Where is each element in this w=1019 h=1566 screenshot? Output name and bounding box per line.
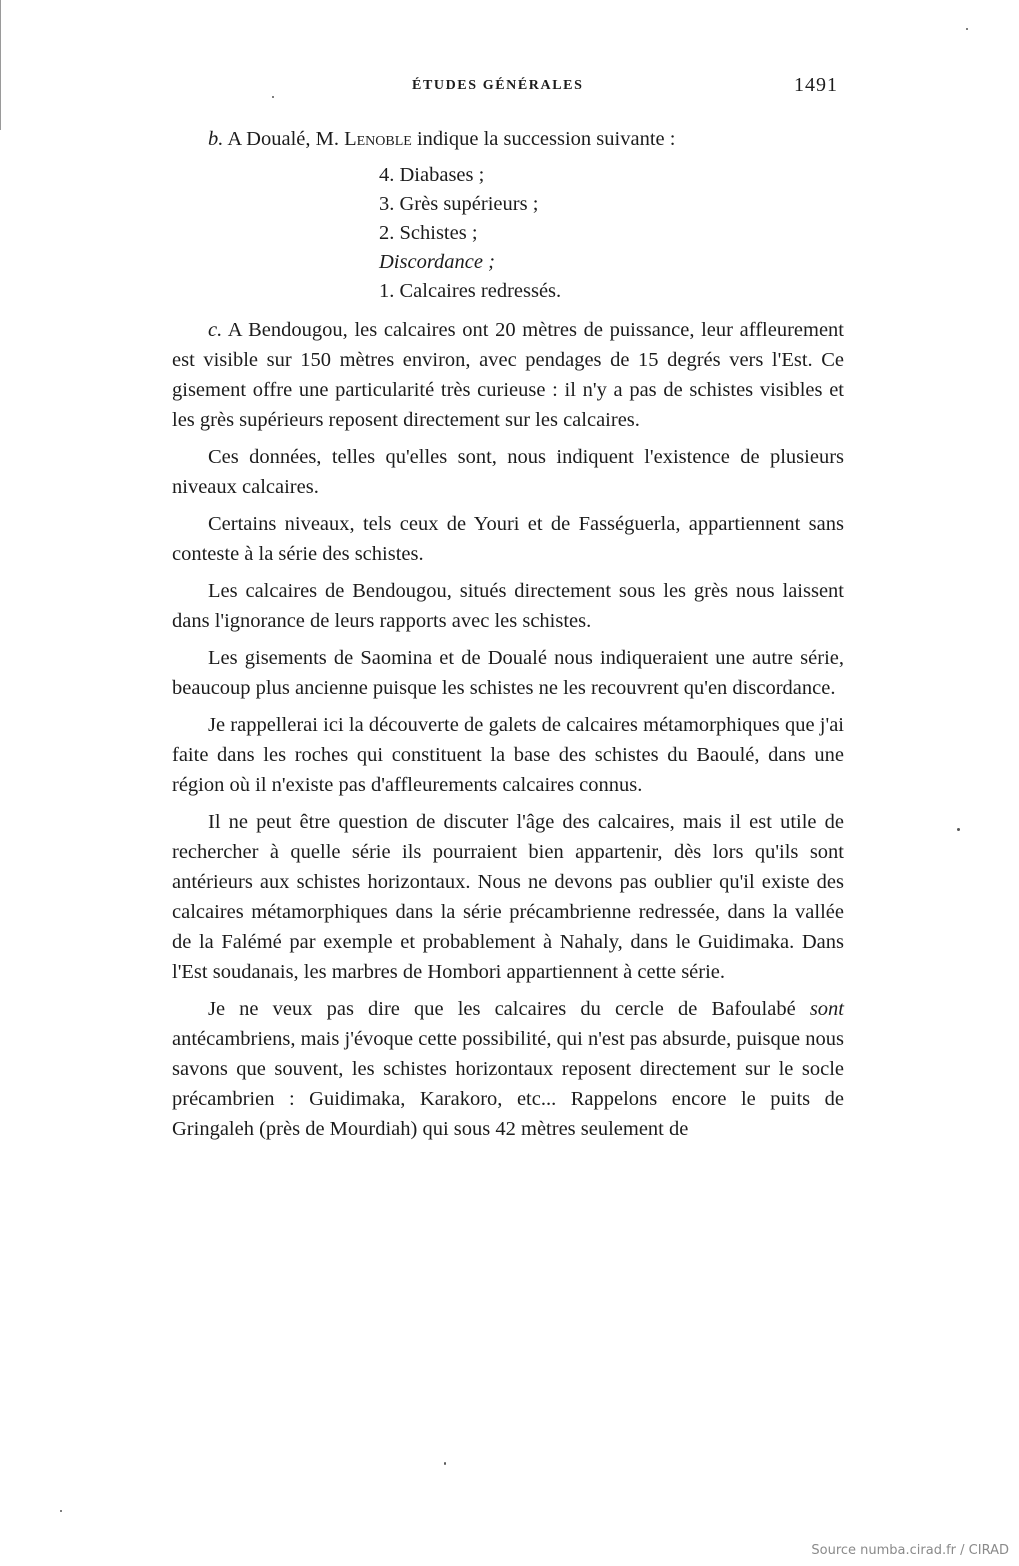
paragraph-last: [172, 994, 844, 1144]
section-b-label: b.: [208, 128, 224, 150]
succession-list: [379, 161, 844, 306]
paragraph-last-before: Je ne veux pas dire que les calcaires du cercle de Bafoulabé: [208, 998, 810, 1020]
paragraph: Certains niveaux, tels ceux de Youri et de Fasséguerla, appartiennent sans conteste à la série des schistes.: [172, 513, 844, 565]
author-name: Lenoble: [344, 128, 412, 150]
paragraph-c-text: A Bendougou, les calcaires ont 20 mètres de puissance, leur affleurement est visible sur 150 mètres environ, avec pendages de 15 degrés vers l'Est. Ce gisement offre une particularité très curieuse : il n'y a pas de schistes visibles et les grès supérieurs reposent directement sur les calcaires.: [172, 319, 844, 431]
paragraph: Ces données, telles qu'elles sont, nous indiquent l'existence de plusieurs niveaux calcaires.: [172, 446, 844, 498]
paragraph: Les calcaires de Bendougou, situés directement sous les grès nous laissent dans l'ignorance de leurs rapports avec les schistes.: [172, 580, 844, 632]
succession-item: 3. Grès supérieurs ;: [379, 193, 539, 215]
succession-item: 2. Schistes ;: [379, 222, 478, 244]
section-b-intro: [172, 124, 844, 154]
scan-speck: [444, 1462, 446, 1465]
scan-speck: [957, 828, 960, 831]
section-b-intro-after: indique la succession suivante :: [411, 128, 676, 150]
paragraph: Je rappellerai ici la découverte de galets de calcaires métamorphiques que j'ai faite dans les roches qui constituent la base des schistes du Baoulé, dans une région où il n'existe pas d'affleurements calcaires connus.: [172, 714, 844, 796]
succession-item-discordance: Discordance ;: [379, 251, 495, 273]
succession-item: 4. Diabases ;: [379, 164, 485, 186]
paragraph-last-after: antécambriens, mais j'évoque cette possibilité, qui n'est pas absurde, puisque nous savons que souvent, les schistes horizontaux reposent directement sur le socle précambrien : Guidimaka, Karakoro, etc... Rappelons encore le puits de Gringaleh (près de Mourdiah) qui sous 42 mètres seulement de: [172, 1028, 844, 1140]
page-number: 1491: [794, 74, 838, 96]
succession-item: 1. Calcaires redressés.: [379, 280, 562, 302]
section-c-label: c.: [208, 319, 223, 341]
scan-speck: [60, 1510, 62, 1512]
running-title: ÉTUDES GÉNÉRALES: [412, 78, 584, 93]
scan-speck: [966, 28, 968, 30]
paragraph: Les gisements de Saomina et de Doualé nous indiqueraient une autre série, beaucoup plus ancienne puisque les schistes ne les recouvrent qu'en discordance.: [172, 647, 844, 699]
page-body: [172, 124, 844, 1151]
emphasis-sont: sont: [809, 998, 844, 1020]
source-attribution: Source numba.cirad.fr / CIRAD: [811, 1543, 1009, 1558]
paragraph-c-bendougou: [172, 315, 844, 435]
paragraph: Il ne peut être question de discuter l'âge des calcaires, mais il est utile de rechercher à quelle série ils pourraient bien appartenir, dès lors qu'ils sont antérieurs aux schistes horizontaux. Nous ne devons pas oublier qu'il existe des calcaires métamorphiques dans la série précambrienne redressée, dans la vallée de la Falémé par exemple et probablement à Nahaly, dans le Guidimaka. Dans l'Est soudanais, les marbres de Hombori appartiennent à cette série.: [172, 811, 844, 983]
section-b-intro-before: A Doualé, M.: [223, 128, 345, 150]
scan-speck: [272, 96, 274, 98]
page-edge-rule: [0, 0, 1, 130]
